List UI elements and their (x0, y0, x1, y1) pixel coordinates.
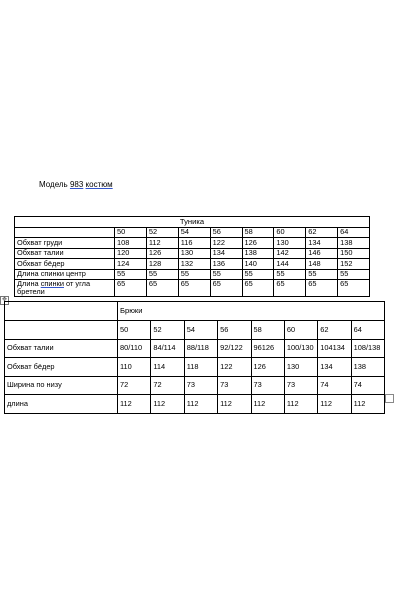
row-label: Длина спинки центр (15, 269, 115, 280)
size-cell: 54 (184, 320, 217, 339)
value-cell: 80/110 (118, 339, 151, 358)
size-cell: 60 (284, 320, 317, 339)
row-label (15, 280, 115, 297)
value-cell: 132 (178, 259, 210, 270)
value-cell: 104134 (318, 339, 351, 358)
value-cell: 112 (284, 395, 317, 414)
value-cell: 108 (115, 238, 147, 249)
value-cell: 55 (115, 269, 147, 280)
value-cell: 112 (218, 395, 251, 414)
row-label: длина (5, 395, 118, 414)
table-row (5, 358, 385, 377)
value-cell: 144 (274, 259, 306, 270)
header-empty-cell (5, 320, 118, 339)
row-label-end: от угла бретели (17, 279, 91, 296)
value-cell: 112 (151, 395, 184, 414)
tunic-title: Туника (15, 217, 370, 228)
value-cell: 65 (146, 280, 178, 297)
table-row (5, 339, 385, 358)
size-cell: 52 (151, 320, 184, 339)
table-row (15, 280, 370, 297)
table-row (15, 238, 370, 249)
caption-prefix: Модель (39, 180, 68, 189)
row-label: Обхват бёдер (15, 259, 115, 270)
value-cell: 65 (274, 280, 306, 297)
table-row (15, 259, 370, 270)
value-cell: 138 (338, 238, 370, 249)
value-cell: 55 (146, 269, 178, 280)
value-cell: 112 (146, 238, 178, 249)
value-cell: 130 (274, 238, 306, 249)
pants-title: Брюки (118, 302, 385, 321)
size-cell: 52 (146, 227, 178, 238)
row-label-spellcheck-word: спинки (40, 279, 64, 288)
value-cell: 130 (178, 248, 210, 259)
value-cell: 146 (306, 248, 338, 259)
value-cell: 108/138 (351, 339, 384, 358)
value-cell: 73 (184, 376, 217, 395)
value-cell: 148 (306, 259, 338, 270)
value-cell: 122 (210, 238, 242, 249)
value-cell: 55 (178, 269, 210, 280)
table-row (5, 376, 385, 395)
size-cell: 50 (115, 227, 147, 238)
value-cell: 112 (184, 395, 217, 414)
value-cell: 112 (351, 395, 384, 414)
value-cell: 116 (178, 238, 210, 249)
value-cell: 55 (210, 269, 242, 280)
title-empty-cell (5, 302, 118, 321)
value-cell: 138 (351, 358, 384, 377)
value-cell: 74 (318, 376, 351, 395)
value-cell: 140 (242, 259, 274, 270)
value-cell: 112 (118, 395, 151, 414)
header-empty-cell (15, 227, 115, 238)
value-cell: 128 (146, 259, 178, 270)
size-cell: 62 (318, 320, 351, 339)
value-cell: 72 (151, 376, 184, 395)
value-cell: 65 (338, 280, 370, 297)
row-label: Обхват бёдер (5, 358, 118, 377)
table-row (15, 248, 370, 259)
value-cell: 130 (284, 358, 317, 377)
value-cell: 73 (284, 376, 317, 395)
size-cell: 58 (251, 320, 284, 339)
value-cell: 112 (318, 395, 351, 414)
value-cell: 122 (218, 358, 251, 377)
value-cell: 92/122 (218, 339, 251, 358)
value-cell: 65 (178, 280, 210, 297)
value-cell: 73 (251, 376, 284, 395)
value-cell: 65 (115, 280, 147, 297)
caption-model-number: 983 (69, 180, 84, 189)
value-cell: 134 (318, 358, 351, 377)
size-cell: 56 (218, 320, 251, 339)
value-cell: 74 (351, 376, 384, 395)
value-cell: 120 (115, 248, 147, 259)
value-cell: 65 (210, 280, 242, 297)
value-cell: 136 (210, 259, 242, 270)
table-title-row (5, 302, 385, 321)
value-cell: 112 (251, 395, 284, 414)
size-cell: 54 (178, 227, 210, 238)
value-cell: 96126 (251, 339, 284, 358)
value-cell: 124 (115, 259, 147, 270)
value-cell: 142 (274, 248, 306, 259)
value-cell: 134 (210, 248, 242, 259)
value-cell: 55 (338, 269, 370, 280)
row-label-start: Длина (17, 279, 39, 288)
value-cell: 110 (118, 358, 151, 377)
model-caption (39, 180, 113, 189)
value-cell: 65 (306, 280, 338, 297)
value-cell: 126 (146, 248, 178, 259)
value-cell: 55 (242, 269, 274, 280)
table-title-row (15, 217, 370, 228)
row-label: Обхват талии (15, 248, 115, 259)
value-cell: 152 (338, 259, 370, 270)
value-cell: 65 (242, 280, 274, 297)
move-arrows-icon[interactable]: ✥ (1, 297, 8, 303)
value-cell: 126 (242, 238, 274, 249)
value-cell: 134 (306, 238, 338, 249)
size-cell: 64 (338, 227, 370, 238)
value-cell: 138 (242, 248, 274, 259)
value-cell: 100/130 (284, 339, 317, 358)
value-cell: 126 (251, 358, 284, 377)
row-label: Ширина по низу (5, 376, 118, 395)
tunic-size-table (14, 216, 370, 297)
size-cell: 64 (351, 320, 384, 339)
size-cell: 50 (118, 320, 151, 339)
size-cell: 58 (242, 227, 274, 238)
size-cell: 56 (210, 227, 242, 238)
value-cell: 150 (338, 248, 370, 259)
value-cell: 84/114 (151, 339, 184, 358)
value-cell: 55 (306, 269, 338, 280)
value-cell: 118 (184, 358, 217, 377)
size-cell: 60 (274, 227, 306, 238)
size-cell: 62 (306, 227, 338, 238)
size-header-row (5, 320, 385, 339)
row-label: Обхват талии (5, 339, 118, 358)
value-cell: 72 (118, 376, 151, 395)
row-label: Обхват груди (15, 238, 115, 249)
caption-suffix: костюм (85, 180, 113, 189)
table-resize-icon[interactable] (385, 394, 394, 403)
value-cell: 114 (151, 358, 184, 377)
pants-size-table (4, 301, 385, 414)
table-row (5, 395, 385, 414)
value-cell: 55 (274, 269, 306, 280)
table-row (15, 269, 370, 280)
value-cell: 88/118 (184, 339, 217, 358)
value-cell: 73 (218, 376, 251, 395)
size-header-row (15, 227, 370, 238)
